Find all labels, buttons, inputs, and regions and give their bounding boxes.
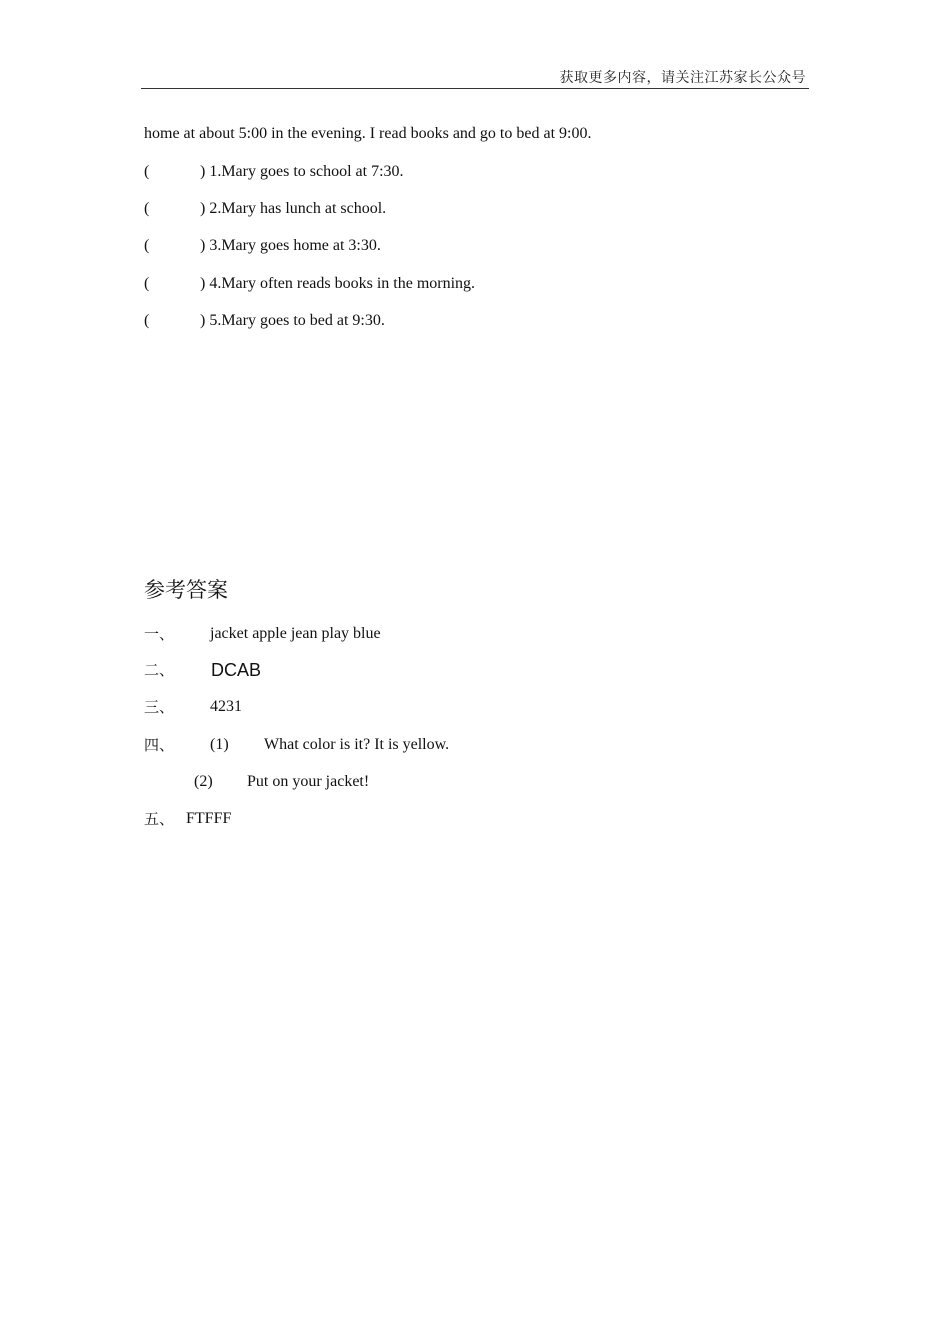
question-1 [144, 162, 404, 182]
question-text: ) 1.Mary goes to school at 7:30. [200, 163, 404, 180]
answer-blank: ( [144, 312, 150, 329]
answer-item-4 [144, 735, 644, 756]
answer-value: DCAB [211, 660, 262, 680]
answer-subnumber: (2) [194, 773, 213, 790]
question-text: ) 4.Mary often reads books in the morning. [200, 275, 476, 292]
question-4 [144, 274, 475, 294]
question-2 [144, 199, 386, 219]
answer-number: 一、 [144, 625, 175, 643]
answer-value: Put on your jacket! [247, 773, 370, 790]
answer-blank: ( [144, 275, 150, 292]
passage-tail: home at about 5:00 in the evening. I read books and go to bed at 9:00. [144, 125, 592, 142]
question-5 [144, 311, 385, 331]
answer-subnumber: (1) [210, 736, 229, 753]
question-text: ) 2.Mary has lunch at school. [200, 200, 387, 217]
answer-number: 三、 [144, 698, 175, 716]
answer-blank: ( [144, 200, 150, 217]
question-text: ) 3.Mary goes home at 3:30. [200, 237, 381, 254]
answer-blank: ( [144, 237, 150, 254]
answer-value: FTFFF [186, 810, 232, 827]
question-3 [144, 236, 381, 256]
answer-item-3 [144, 697, 544, 718]
answer-value: jacket apple jean play blue [210, 625, 381, 642]
answer-blank: ( [144, 163, 150, 180]
answer-item-5 [144, 809, 544, 830]
answer-item-1 [144, 624, 544, 645]
header-rule [141, 88, 809, 89]
answer-number: 五、 [144, 810, 175, 828]
answer-value: What color is it? It is yellow. [264, 736, 450, 753]
answer-number: 二、 [144, 661, 175, 679]
question-text: ) 5.Mary goes to bed at 9:30. [200, 312, 385, 329]
header-text: 获取更多内容，请关注江苏家长公众号 [559, 70, 806, 86]
answer-value: 4231 [210, 698, 242, 715]
answer-item-2 [144, 660, 544, 681]
answer-key-title: 参考答案 [144, 578, 228, 602]
answer-number: 四、 [144, 736, 175, 754]
